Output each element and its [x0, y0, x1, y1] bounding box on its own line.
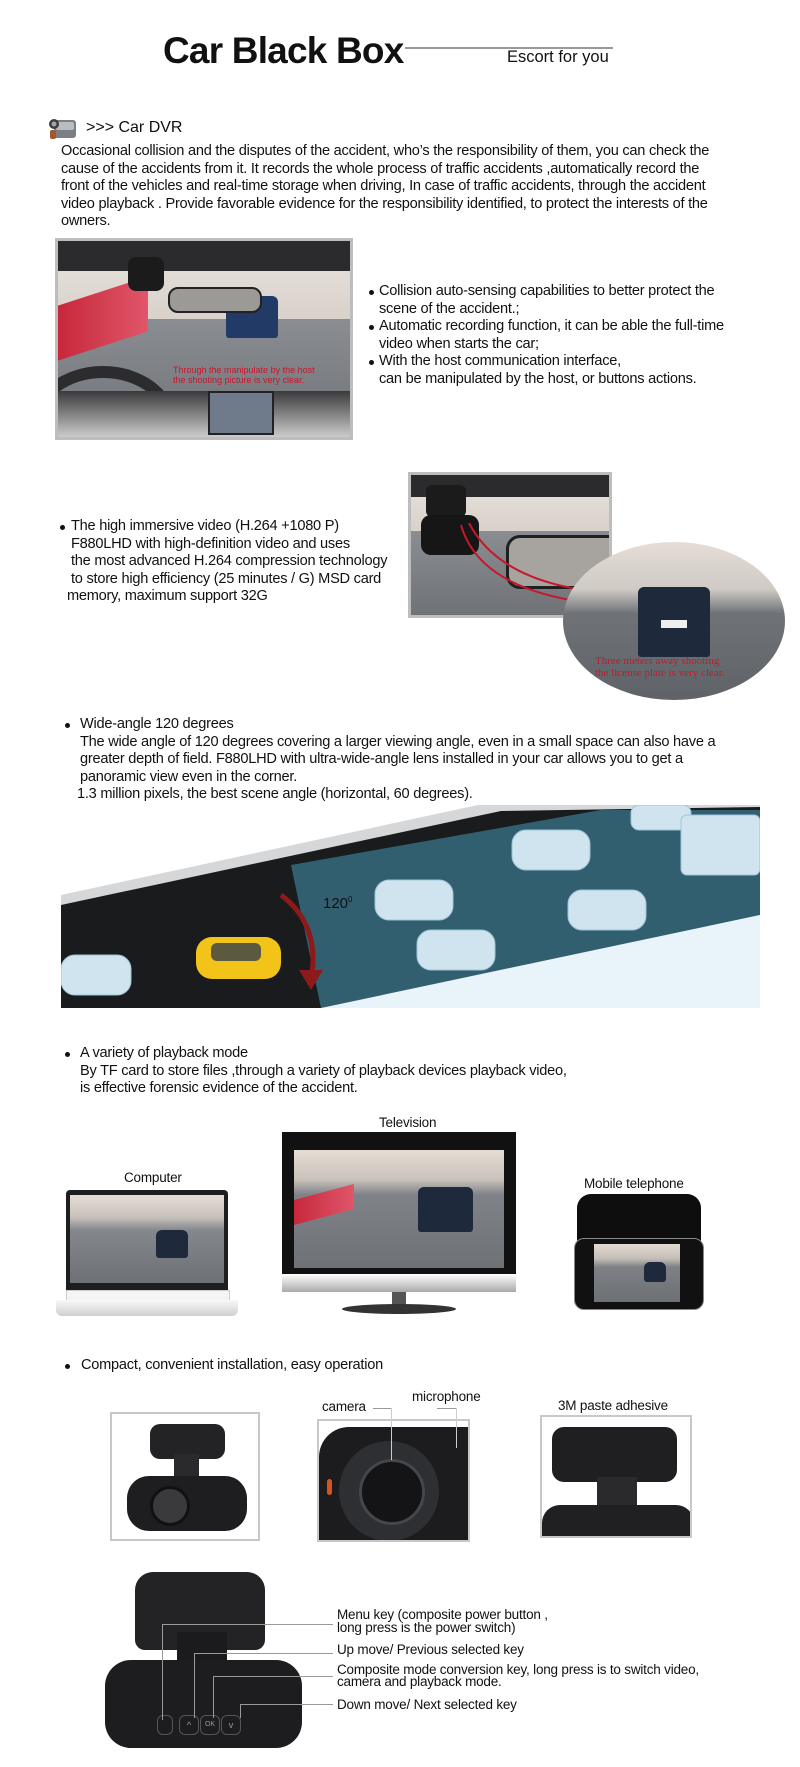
up-key-leader: [194, 1653, 333, 1654]
wide-angle-road-illustration: [61, 805, 760, 1008]
text-line: to store high efficiency (25 minutes / G) MSD card: [71, 570, 382, 587]
microphone-leader: [437, 1408, 456, 1409]
down-key-label: Down move/ Next selected key: [337, 1696, 517, 1712]
mobile-label: Mobile telephone: [584, 1176, 684, 1191]
television-image: [282, 1132, 516, 1320]
camera-leader: [391, 1408, 392, 1460]
mode-key-label: camera and playback mode.: [337, 1674, 502, 1689]
feature1-bullets: [379, 283, 724, 389]
text-line: Occasional collision and the disputes of the accident, who’s the responsibility of them, you can check the: [61, 143, 710, 159]
menu-key-label: Menu key (composite power button ,: [337, 1607, 548, 1622]
text-line: the most advanced H.264 compression technology: [71, 553, 388, 570]
bullet-dot: [369, 360, 374, 365]
bullet-text: scene of the accident.;: [379, 300, 520, 317]
text-line: front of the vehicles and real-time storage when driving, In case of traffic accidents, through the accident: [61, 178, 706, 195]
feature3-text: [77, 716, 716, 804]
mobile-phone-image: [574, 1194, 703, 1308]
bullet-dot: [369, 290, 374, 295]
text-line: is effective forensic evidence of the accident.: [80, 1080, 358, 1097]
bullet-dot: [369, 325, 374, 330]
text-line: F880LHD with high-definition video and uses: [71, 535, 350, 552]
page-title: Car Black Box: [163, 30, 404, 71]
computer-label: Computer: [124, 1170, 182, 1185]
text-line: video playback . Provide favorable evidence for the responsibility identified, to protect the interests of the: [61, 195, 708, 212]
license-plate-closeup: [563, 542, 785, 700]
bullet-text: Automatic recording function, it can be able the full-time: [379, 318, 724, 335]
bullet-text: video when starts the car;: [379, 335, 539, 352]
menu-key-leader: [162, 1624, 333, 1625]
text-line: greater depth of field. F880LHD with ultra-wide-angle lens installed in your car allows you to get a: [80, 751, 683, 768]
text-line: panoramic view even in the corner.: [80, 768, 298, 785]
dashcam-product-photo: [110, 1412, 260, 1541]
bullet-text: With the host communication interface,: [379, 353, 621, 370]
feature-title: A variety of playback mode: [80, 1045, 248, 1061]
adhesive-mount-photo: [540, 1415, 692, 1538]
menu-key-leader: [162, 1624, 163, 1720]
adhesive-label: 3M paste adhesive: [558, 1398, 668, 1413]
camera-leader: [373, 1408, 391, 1409]
mode-key-leader: [213, 1676, 333, 1677]
down-key-leader: [240, 1704, 241, 1718]
text-line: cause of the accidents from it. It records the whole process of traffic accidents ,automatically record the: [61, 160, 700, 177]
bullet-dot: [65, 723, 70, 728]
angle-label: $120^0$: [323, 895, 353, 912]
camera-label: camera: [322, 1399, 366, 1414]
laptop-image: [56, 1190, 238, 1320]
page-subtitle: Escort for you: [507, 48, 609, 66]
microphone-leader: [456, 1408, 457, 1448]
text-line: 1.3 million pixels, the best scene angle (horizontal, 60 degrees).: [77, 786, 473, 803]
lens-closeup-photo: [317, 1419, 470, 1542]
dashcam-interior-photo: [55, 238, 353, 440]
mode-key-label: Composite mode conversion key, long press is to switch video,: [337, 1661, 699, 1677]
bullet-dot: [65, 1364, 70, 1369]
text-line: The high immersive video (H.264 +1080 P): [71, 518, 339, 534]
text-line: The wide angle of 120 degrees covering a larger viewing angle, even in a small space can also have a: [80, 733, 716, 750]
feature2-text: [67, 518, 388, 606]
up-key-icon: ^: [179, 1715, 199, 1735]
ok-key-icon: OK: [200, 1715, 220, 1735]
menu-key-label: long press is the power switch): [337, 1619, 516, 1635]
video-camera-icon: [48, 117, 78, 140]
down-key-icon: v: [221, 1715, 241, 1735]
key-descriptions: [337, 1609, 699, 1711]
down-key-leader: [240, 1704, 333, 1705]
feature4-text: [80, 1045, 567, 1098]
feature5-title: Compact, convenient installation, easy operation: [81, 1357, 383, 1373]
up-key-label: Up move/ Previous selected key: [337, 1642, 524, 1657]
up-key-leader: [194, 1653, 195, 1718]
television-label: Television: [379, 1115, 437, 1130]
microphone-label: microphone: [412, 1389, 481, 1404]
bullet-dot: [65, 1052, 70, 1057]
feature-title: Wide-angle 120 degrees: [80, 716, 234, 732]
text-line: memory, maximum support 32G: [67, 588, 268, 605]
section-heading: >>> Car DVR: [86, 119, 183, 136]
bullet-text: Collision auto-sensing capabilities to better protect the: [379, 283, 715, 299]
text-line: By TF card to store files ,through a variety of playback devices playback video,: [80, 1062, 567, 1079]
intro-paragraph: [61, 143, 709, 231]
photo-caption: Through the manipulate by the host the shooting picture is very clear.: [173, 365, 315, 385]
plate-caption: Three meters away shooting the license plate is very clear.: [595, 655, 725, 679]
bullet-text: can be manipulated by the host, or buttons actions.: [379, 370, 697, 387]
bullet-dot: [60, 525, 65, 530]
mode-key-leader: [213, 1676, 214, 1718]
text-line: owners.: [61, 213, 111, 230]
dashcam-rear-photo: [105, 1572, 302, 1748]
